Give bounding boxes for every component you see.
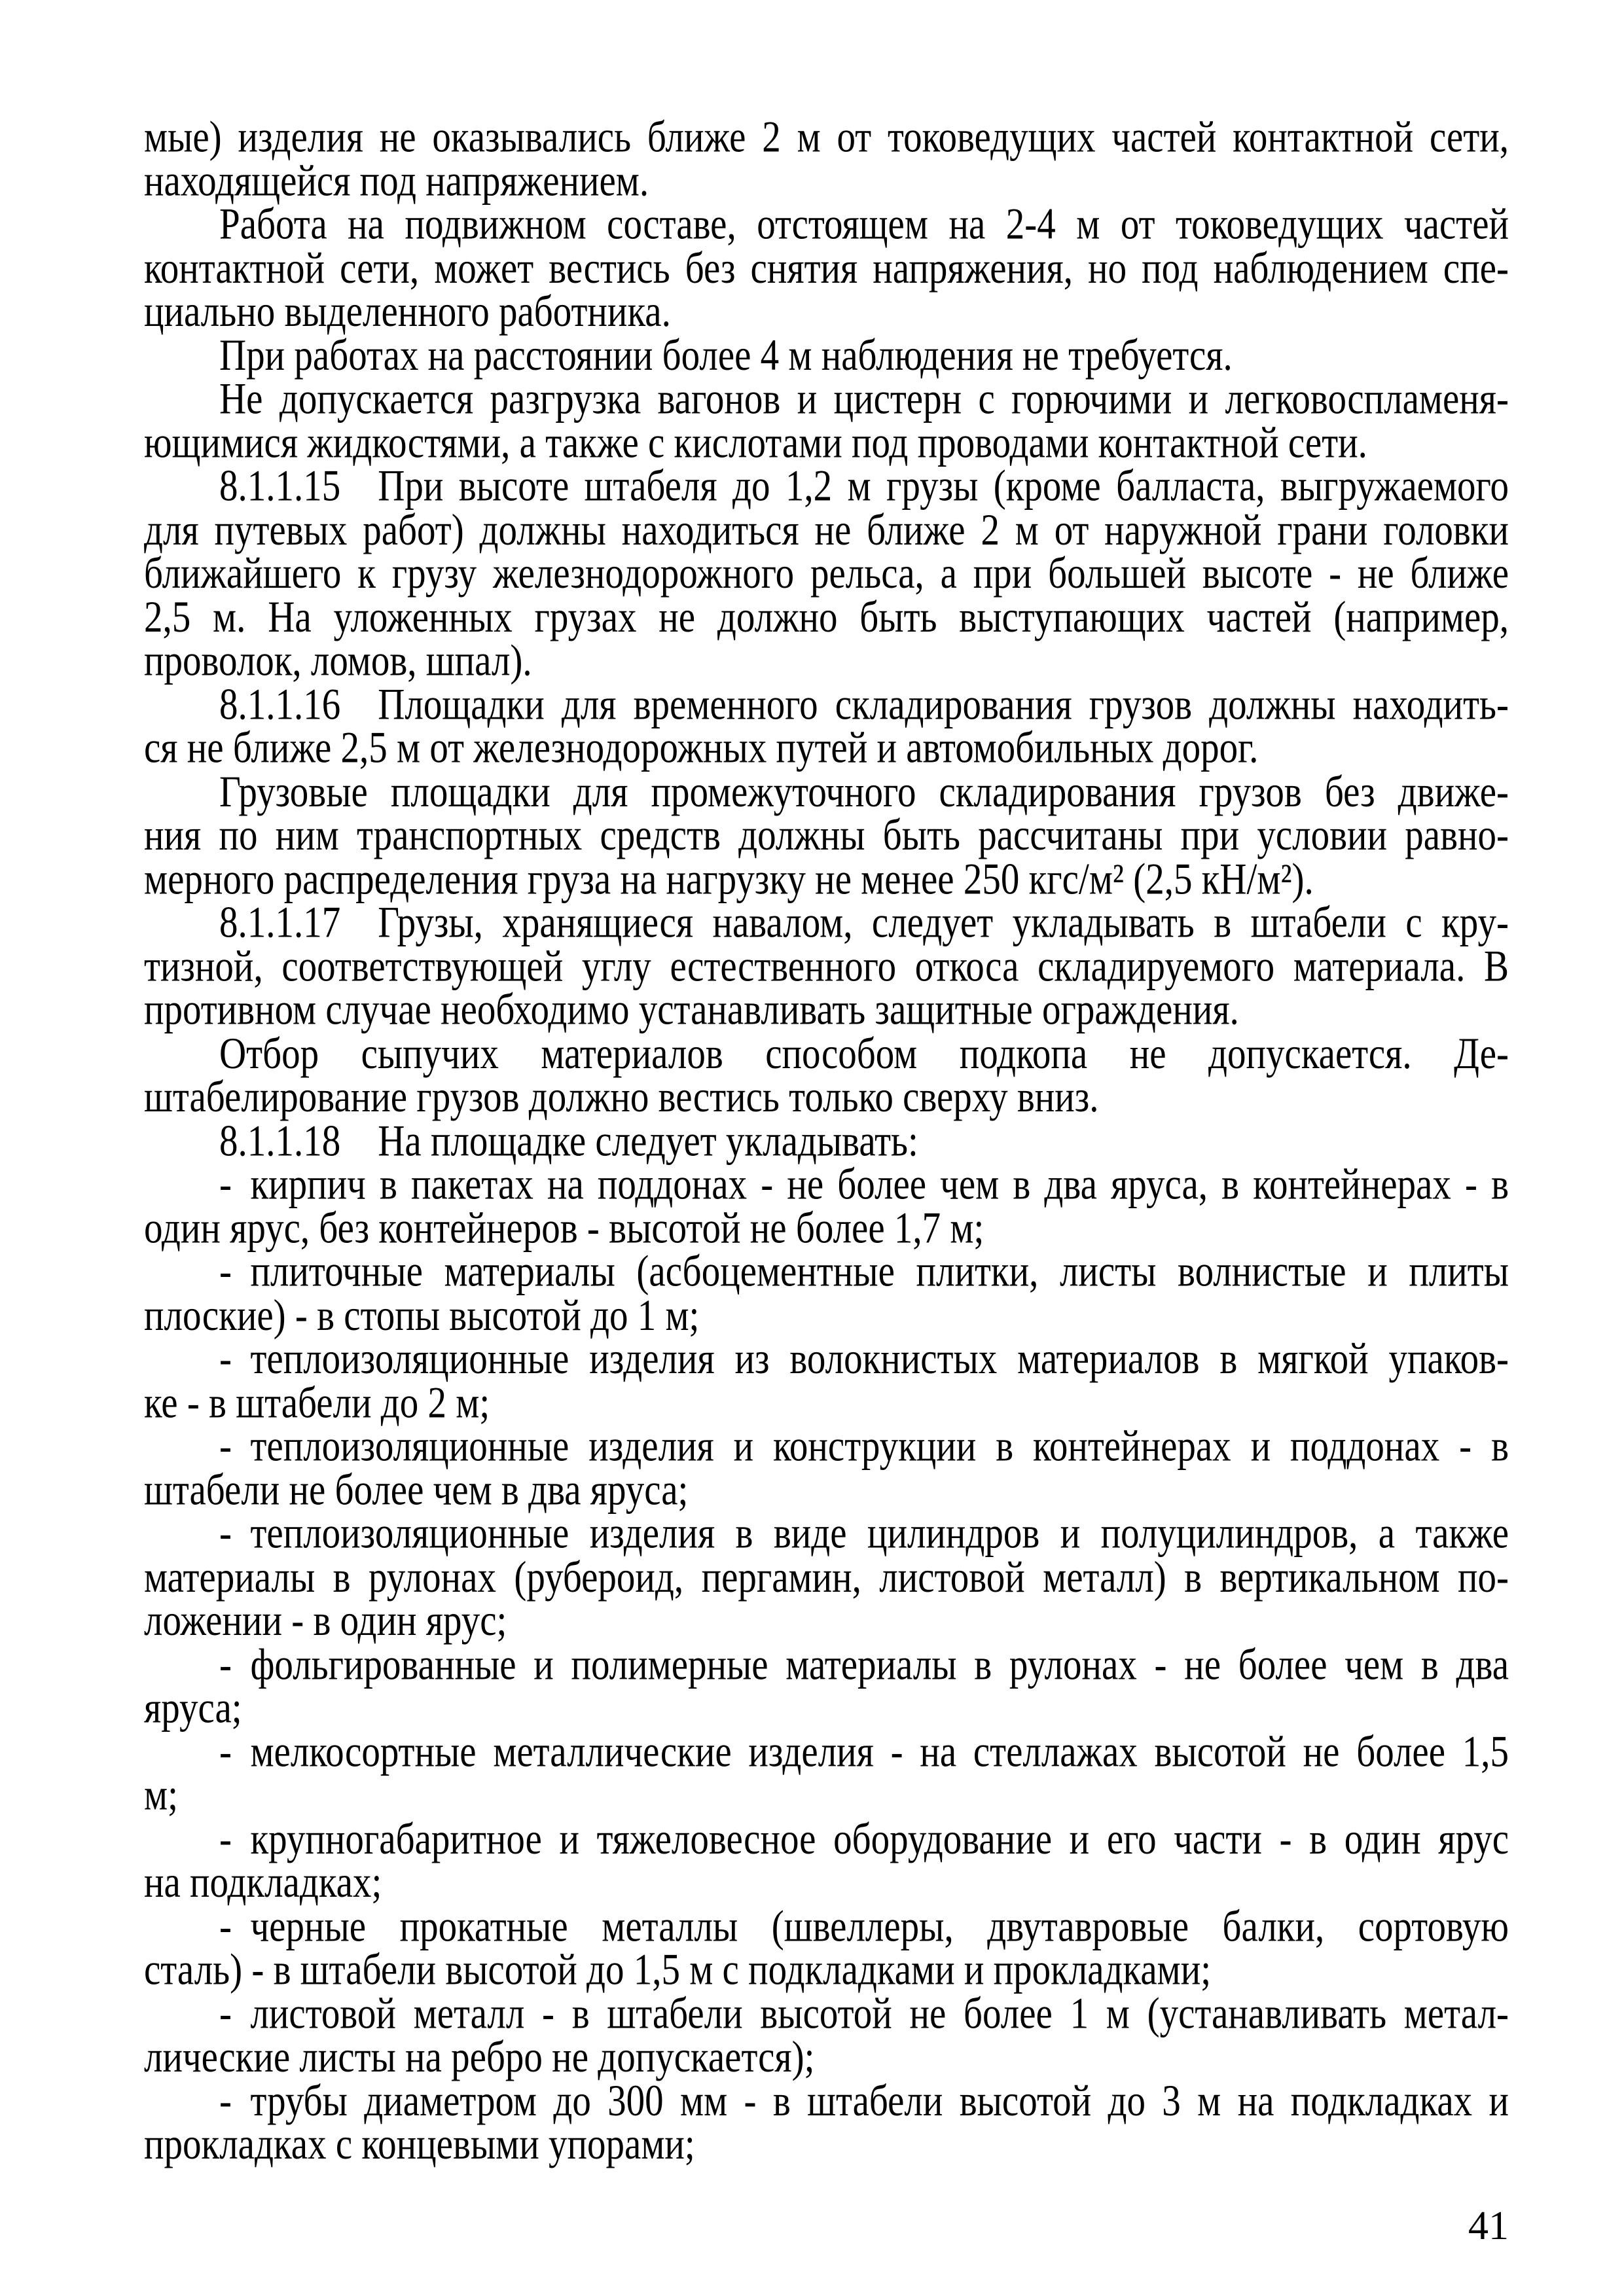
body-text-block: [144, 113, 1509, 2169]
text-line: ближайшего к грузу железнодорожного рельса, а при большей высоте - не ближе: [144, 548, 1509, 598]
text-line: один ярус, без контейнеров - высотой не более 1,7 м;: [144, 1204, 984, 1253]
text-line: проволок, ломов, шпал).: [144, 636, 532, 685]
text-line: штабелирование грузов должно вестись только сверху вниз.: [144, 1073, 1099, 1122]
text-line: При работах на расстоянии более 4 м наблюдения не требуется.: [219, 331, 1233, 380]
text-line: находящейся под напряжением.: [144, 156, 649, 206]
text-line: ющимися жидкостями, а также с кислотами под проводами контактной сети.: [144, 418, 1367, 467]
text-line: 8.1.1.15 При высоте штабеля до 1,2 м грузы (кроме балласта, выгружаемого: [219, 461, 1509, 511]
text-line: прокладках с концевыми упорами;: [144, 2120, 695, 2169]
text-line: Отбор сыпучих материалов способом подкопа не допускается. Де-: [219, 1029, 1509, 1078]
text-line: Не допускается разгрузка вагонов и цистерн с горючими и легковоспламеня-: [219, 374, 1509, 423]
text-line: ся не ближе 2,5 м от железнодорожных путей и автомобильных дорог.: [144, 723, 1259, 772]
text-line: Грузовые площадки для промежуточного складирования грузов без движе-: [219, 767, 1509, 816]
text-line: м;: [144, 1770, 178, 1820]
text-line: сталь) - в штабели высотой до 1,5 м с подкладками и прокладками;: [144, 1945, 1212, 1994]
text-line: противном случае необходимо устанавливать защитные ограждения.: [144, 985, 1239, 1035]
text-line: тизной, соответствующей углу естественного откоса складируемого материала. В: [144, 942, 1509, 991]
text-line: штабели не более чем в два яруса;: [144, 1465, 689, 1515]
text-line: - теплоизоляционные изделия в виде цилиндров и полуцилиндров, а также: [219, 1509, 1509, 1558]
text-line: - кирпич в пакетах на поддонах - не более чем в два яруса, в контейнерах - в: [219, 1160, 1509, 1209]
text-line: 8.1.1.17 Грузы, хранящиеся навалом, следует укладывать в штабели с кру-: [219, 898, 1509, 947]
text-line: - фольгированные и полимерные материалы в рулонах - не более чем в два: [219, 1640, 1509, 1689]
text-line: - плиточные материалы (асбоцементные плитки, листы волнистые и плиты: [219, 1247, 1509, 1297]
text-line: циально выделенного работника.: [144, 287, 671, 336]
text-line: контактной сети, может вестись без снятия напряжения, но под наблюдением спе-: [144, 243, 1509, 293]
text-line: ке - в штабели до 2 м;: [144, 1378, 490, 1427]
page-number: 41: [1468, 2204, 1509, 2248]
text-line: на подкладках;: [144, 1858, 382, 1907]
text-line: Работа на подвижном составе, отстоящем на 2-4 м от токоведущих частей: [219, 200, 1509, 249]
text-line: - крупногабаритное и тяжеловесное оборудование и его части - в один ярус: [219, 1814, 1509, 1863]
text-line: - теплоизоляционные изделия из волокнистых материалов в мягкой упаков-: [219, 1335, 1509, 1384]
text-line: - теплоизоляционные изделия и конструкции в контейнерах и поддонах - в: [219, 1422, 1509, 1471]
text-line: плоские) - в стопы высотой до 1 м;: [144, 1291, 700, 1340]
text-line: - мелкосортные металлические изделия - на стеллажах высотой не более 1,5: [219, 1727, 1509, 1776]
text-line: - трубы диаметром до 300 мм - в штабели высотой до 3 м на подкладках и: [219, 2076, 1509, 2125]
text-line: яруса;: [144, 1683, 242, 1732]
text-line: ложении - в один ярус;: [144, 1596, 507, 1645]
text-line: мые) изделия не оказывались ближе 2 м от токоведущих частей контактной сети,: [144, 113, 1509, 162]
text-line: мерного распределения груза на нагрузку не менее 250 кгс/м² (2,5 кН/м²).: [144, 854, 1314, 904]
text-line: - листовой металл - в штабели высотой не более 1 м (устанавливать метал-: [219, 1989, 1509, 2038]
text-line: для путевых работ) должны находиться не ближе 2 м от наружной грани головки: [144, 505, 1509, 554]
text-line: материалы в рулонах (рубероид, пергамин, листовой металл) в вертикальном по-: [144, 1552, 1509, 1602]
text-line: 8.1.1.18 На площадке следует укладывать:: [219, 1116, 918, 1166]
text-line: 2,5 м. На уложенных грузах не должно быть выступающих частей (например,: [144, 592, 1509, 641]
text-line: 8.1.1.16 Площадки для временного складирования грузов должны находить-: [219, 679, 1509, 729]
text-line: лические листы на ребро не допускается);: [144, 2032, 815, 2082]
text-line: - черные прокатные металлы (швеллеры, двутавровые балки, сортовую: [219, 1901, 1509, 1951]
text-line: ния по ним транспортных средств должны быть рассчитаны при условии равно-: [144, 811, 1509, 860]
